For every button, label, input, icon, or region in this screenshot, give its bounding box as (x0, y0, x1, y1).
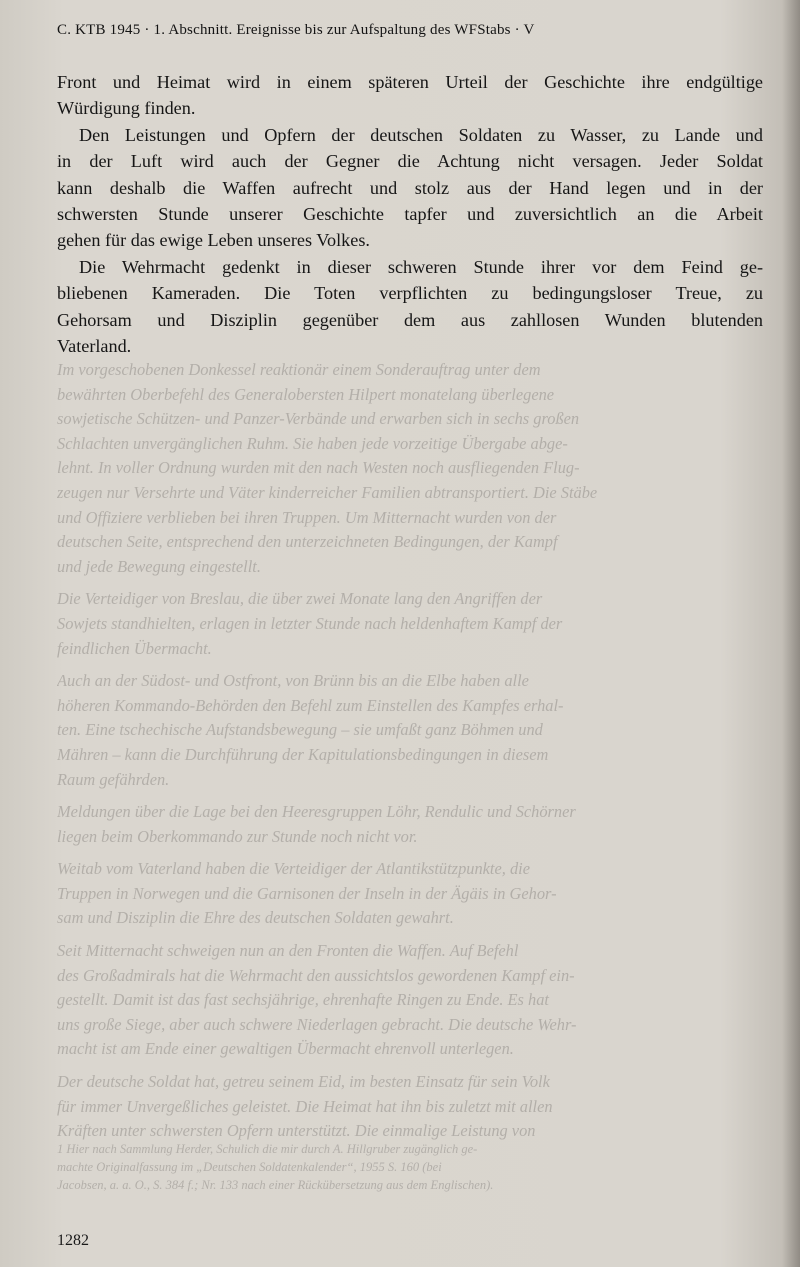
paragraph (57, 254, 763, 360)
bleed-through-footnote (57, 1140, 763, 1194)
text-line: Front und Heimat wird in einem späteren Urteil der Geschichte ihre endgültige (57, 72, 763, 92)
bleed-through-line: Seit Mitternacht schweigen nun an den Fronten die Waffen. Auf Befehl (57, 941, 519, 961)
bleed-through-line: Truppen in Norwegen und die Garnisonen der Inseln in der Ägäis in Gehor- (57, 883, 557, 903)
running-header: C. KTB 1945 · 1. Abschnitt. Ereignisse bis zur Aufspaltung des WFStabs · V (57, 22, 535, 38)
bleed-through-line: Meldungen über die Lage bei den Heeresgruppen Löhr, Rendulic und Schörner (57, 802, 576, 822)
paragraph-gap (57, 579, 763, 587)
bleed-through-line: Auch an der Südost- und Ostfront, von Brünn bis an die Elbe haben alle (57, 671, 529, 691)
bleed-through-line: und jede Bewegung eingestellt. (57, 556, 261, 576)
bleed-through-line: Der deutsche Soldat hat, getreu seinem Eid, im besten Einsatz für sein Volk (57, 1072, 550, 1092)
text-line: Vaterland. (57, 336, 132, 357)
bleed-through-line: und Offiziere verblieben bei ihren Truppen. Um Mitternacht wurden von der (57, 507, 557, 527)
bleed-through-line: des Großadmirals hat die Wehrmacht den aussichtslos gewordenen Kampf ein- (57, 965, 575, 985)
bleed-through-line: Schlachten unvergänglichen Ruhm. Sie haben jede vorzeitige Übergabe abge- (57, 433, 568, 453)
text-line: schwersten Stunde unserer Geschichte tapfer und zuversichtlich an die Arbeit (57, 204, 763, 225)
page-gutter-shadow (782, 0, 800, 1267)
text-line: Gehorsam und Disziplin gegenüber dem aus zahllosen Wunden blutenden (57, 309, 763, 330)
bleed-through-line: macht ist am Ende einer gewaltigen Übermacht ehrenvoll unterlegen. (57, 1039, 514, 1059)
text-line: kann deshalb die Waffen aufrecht und stolz aus der Hand legen und in der (57, 177, 763, 198)
bleed-through-line: deutschen Seite, entsprechend den unterzeichneten Bedingungen, der Kampf (57, 532, 558, 552)
bleed-through-line: sowjetische Schützen- und Panzer-Verbände und erwarben sich in sechs großen (57, 409, 580, 429)
bleed-through-line: Raum gefährden. (57, 769, 170, 789)
bleed-through-line: Im vorgeschobenen Donkessel reaktionär einem Sonderauftrag unter dem (57, 360, 541, 379)
bleed-through-line: höheren Kommando-Behörden den Befehl zum Einstellen des Kampfes erhal- (57, 695, 564, 715)
bleed-through-line: ten. Eine tschechische Aufstandsbewegung – sie umfaßt ganz Böhmen und (57, 720, 543, 740)
bleed-through-line: Sowjets standhielten, erlagen in letzter Stunde nach heldenhaftem Kampf der (57, 613, 563, 633)
bleed-through-footnote-line: 1 Hier nach Sammlung Herder, Schulich die mir durch A. Hillgruber zugänglich ge- (57, 1142, 478, 1156)
bleed-through-line: liegen beim Oberkommando zur Stunde noch nicht vor. (57, 826, 418, 846)
paragraph-gap (57, 661, 763, 669)
bleed-through-line: bewährten Oberbefehl des Generalobersten Hilpert monatelang überlegene (57, 384, 555, 404)
text-line: gehen für das ewige Leben unseres Volkes. (57, 230, 370, 251)
bleed-through-text (57, 358, 763, 1152)
bleed-through-footnote-line: machte Originalfassung im „Deutschen Soldatenkalender“, 1955 S. 160 (bei (57, 1160, 442, 1174)
bleed-through-line: uns große Siege, aber auch schwere Niederlagen gebracht. Die deutsche Wehr- (57, 1014, 577, 1034)
bleed-through-line: feindlichen Übermacht. (57, 638, 212, 658)
text-line: bliebenen Kameraden. Die Toten verpflichten zu bedingungsloser Treue, zu (57, 283, 763, 304)
bleed-through-line: für immer Unvergeßliches geleistet. Die Heimat hat ihn bis zuletzt mit allen (57, 1096, 553, 1116)
bleed-through-line: Weitab vom Vaterland haben die Verteidiger der Atlantikstützpunkte, die (57, 859, 530, 879)
paragraph (57, 69, 763, 122)
text-line: Den Leistungen und Opfern der deutschen Soldaten zu Wasser, zu Lande und (79, 124, 763, 145)
bleed-through-line: Mähren – kann die Durchführung der Kapitulationsbedingungen in diesem (57, 744, 549, 764)
bleed-through-line: Die Verteidiger von Breslau, die über zwei Monate lang den Angriffen der (57, 589, 543, 609)
main-text (57, 69, 763, 359)
bleed-through-line: zeugen nur Versehrte und Väter kinderreicher Familien abtransportiert. Die Stäbe (57, 482, 598, 502)
text-line: Würdigung finden. (57, 98, 196, 119)
text-line: Die Wehrmacht gedenkt in dieser schweren Stunde ihrer vor dem Feind ge- (79, 256, 763, 277)
paragraph-gap (57, 1062, 763, 1070)
paragraph-gap (57, 849, 763, 857)
paragraph-gap (57, 931, 763, 939)
bleed-through-footnote-line: Jacobsen, a. a. O., S. 384 f.; Nr. 133 nach einer Rückübersetzung aus dem Englischen). (57, 1178, 494, 1192)
bleed-through-line: gestellt. Damit ist das fast sechsjährige, ehrenhafte Ringen zu Ende. Es hat (57, 990, 549, 1010)
bleed-through-line: sam und Disziplin die Ehre des deutschen Soldaten gewahrt. (57, 908, 454, 928)
page-number: 1282 (57, 1232, 89, 1249)
bleed-through-line: lehnt. In voller Ordnung wurden mit den nach Westen noch ausfliegenden Flug- (57, 458, 580, 478)
paragraph-gap (57, 792, 763, 800)
paragraph (57, 122, 763, 254)
bleed-through-line: Kräften unter schwersten Opfern unterstützt. Die einmalige Leistung von (57, 1121, 536, 1141)
text-line: in der Luft wird auch der Gegner die Achtung nicht versagen. Jeder Soldat (57, 151, 763, 172)
